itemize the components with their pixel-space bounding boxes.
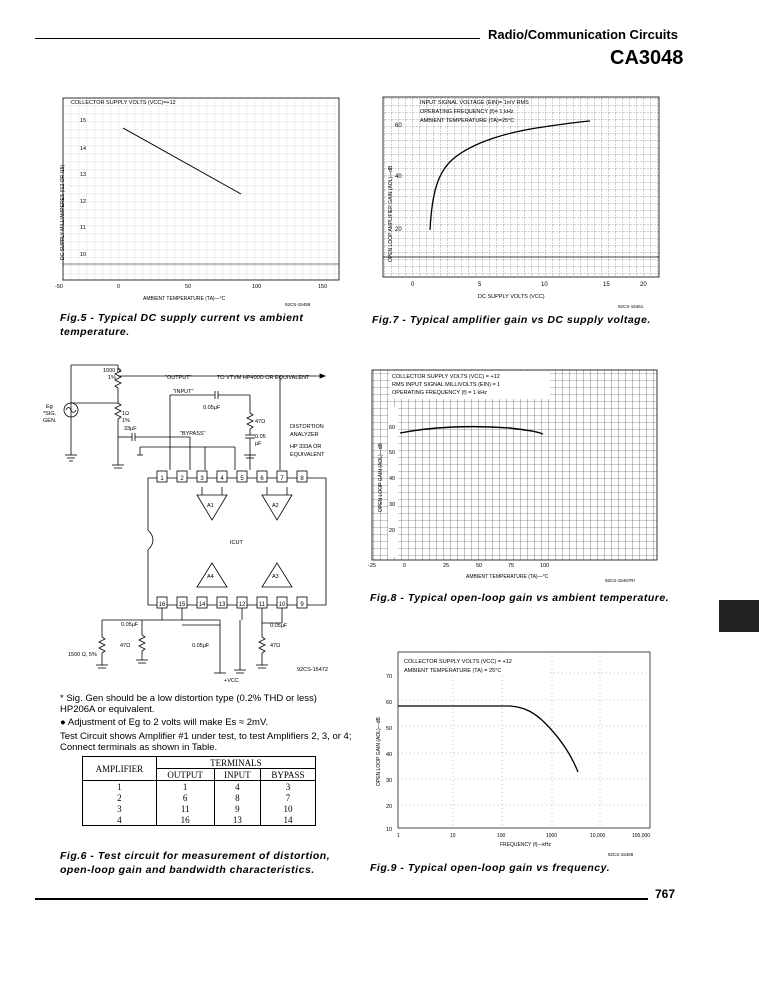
table-cell: 3 <box>260 781 315 793</box>
fig6-label: 0.05 <box>255 434 266 440</box>
terminals-table <box>82 756 316 826</box>
fig6-label: 47Ω <box>270 643 281 649</box>
fig8-annot: COLLECTOR SUPPLY VOLTS (VCC) = +12 <box>392 374 500 380</box>
fig5-ytick: 12 <box>80 199 87 205</box>
fig5-ytick: 15 <box>80 118 87 124</box>
fig7-xtick: 20 <box>640 282 647 288</box>
fig9-xticks <box>397 833 650 839</box>
fig6-circuit <box>40 355 375 685</box>
thumb-tab <box>719 600 759 632</box>
fig6-top-pin: 2 <box>180 476 184 482</box>
fig5-xtick: 150 <box>318 284 328 290</box>
fig8-xlabel: AMBIENT TEMPERATURE (TA)—°C <box>466 574 549 580</box>
fig9-xtick: 100 <box>497 833 506 839</box>
fig8-ylabel: OPEN LOOP GAIN (AOL)—dB <box>378 443 384 512</box>
fig6-label: 0.05μF <box>203 405 221 411</box>
fig7-ytick: 20 <box>395 227 402 233</box>
note-test-circuit: Test Circuit shows Amplifier #1 under test, to test Amplifiers 2, 3, or 4; Connect terminals as shown in Table. <box>60 731 352 753</box>
fig6-top-pin: 1 <box>160 476 164 482</box>
fig5-ref: 92CS-15458 <box>285 302 311 307</box>
fig6-bottom-pin: 13 <box>218 602 226 608</box>
fig6-top-pin: 5 <box>240 476 244 482</box>
fig8-chart <box>360 367 665 592</box>
footer-rule-thick <box>35 899 648 900</box>
fig7-xtick: 5 <box>478 282 482 288</box>
fig6-label: HP 333A OR <box>290 444 322 450</box>
fig8-ytick: 40 <box>389 476 396 482</box>
table-cell: 4 <box>83 814 157 826</box>
fig8-caption: Fig.8 - Typical open-loop gain vs ambient temperature. <box>370 592 670 604</box>
fig9-annot: AMBIENT TEMPERATURE (TA) = 25°C <box>404 668 502 674</box>
header-part-number: CA3048 <box>610 47 684 69</box>
fig8-xtick: 75 <box>508 563 515 569</box>
table-cell: 4 <box>214 781 260 793</box>
fig7-annot: INPUT SIGNAL VOLTAGE (EIN)= 1mV RMS <box>420 100 529 106</box>
fig6-bottom-pin: 12 <box>238 602 246 608</box>
fig9-ytick: 30 <box>386 778 393 784</box>
fig7-xtick: 10 <box>541 282 548 288</box>
fig9-chart <box>360 648 660 863</box>
table-cell: 1 <box>83 781 157 793</box>
fig6-top-pin: 7 <box>280 476 284 482</box>
fig6-top-pin: 4 <box>220 476 224 482</box>
fig6-bottom-pin: 10 <box>278 602 286 608</box>
fig5-xtick: 100 <box>252 284 262 290</box>
fig6-label: TO VTVM HP400D OR EQUIVALENT <box>217 375 310 381</box>
fig7-plot-area <box>383 97 659 277</box>
fig7-annot: AMBIENT TEMPERATURE (TA)=25°C <box>420 118 515 124</box>
fig6-label: 1000 Ω <box>103 368 121 374</box>
fig6-label: EQUIVALENT <box>290 452 325 458</box>
fig7-chart <box>378 92 668 317</box>
fig6-ref: 92CS-15472 <box>297 667 328 673</box>
fig6-label: 1Ω <box>122 411 130 417</box>
fig6-label: 1500 Ω, 5% <box>68 652 97 658</box>
fig6-label: A3 <box>272 574 279 580</box>
fig6-bottom-pin: 15 <box>178 602 186 608</box>
fig9-xtick: 1 <box>397 833 400 839</box>
fig6-label: A2 <box>272 503 279 509</box>
fig8-xtick: 100 <box>540 563 550 569</box>
table-cell: 16 <box>156 814 214 826</box>
fig6-label: Eg <box>46 404 53 410</box>
table-cell: 10 <box>260 803 315 814</box>
header-category: Radio/Communication Circuits <box>488 27 678 42</box>
fig6-label: 0.05μF <box>121 622 139 628</box>
fig9-caption: Fig.9 - Typical open-loop gain vs frequency. <box>370 862 611 874</box>
table-cell: 13 <box>214 814 260 826</box>
fig6-bottom-pin: 11 <box>258 602 266 608</box>
fig7-xlabel: DC SUPPLY VOLTS (VCC) <box>478 294 545 300</box>
table-row <box>83 792 316 803</box>
fig9-ytick: 40 <box>386 752 393 758</box>
fig6-label: DISTORTION <box>290 424 324 430</box>
fig9-ytick: 20 <box>386 804 393 810</box>
fig9-ylabel: OPEN LOOP GAIN (AOL)—dB <box>376 717 382 786</box>
fig6-bottom-pin: 14 <box>198 602 206 608</box>
fig9-annot: COLLECTOR SUPPLY VOLTS (VCC) = +12 <box>404 659 512 665</box>
fig6-label: 1% <box>122 418 130 424</box>
fig6-top-pin: 8 <box>300 476 304 482</box>
fig6-label: A1 <box>207 503 214 509</box>
fig8-ytick: 30 <box>389 502 396 508</box>
table-cell: 2 <box>83 792 157 803</box>
fig6-bottom-pin: 9 <box>300 602 304 608</box>
fig9-ytick: 70 <box>386 674 393 680</box>
fig9-ref: 92CS-15468 <box>608 852 634 857</box>
fig7-xtick: 0 <box>411 282 415 288</box>
table-header-output: OUTPUT <box>156 769 214 781</box>
table-cell: 9 <box>214 803 260 814</box>
fig9-xtick: 10,000 <box>590 833 606 839</box>
fig6-label: 47Ω <box>120 643 131 649</box>
fig8-ytick: 60 <box>389 425 396 431</box>
fig6-bottom-pin: 16 <box>158 602 166 608</box>
fig7-annot: OPERATING FREQUENCY (f)= 1 kHz <box>420 109 514 115</box>
fig5-xtick: 0 <box>117 284 121 290</box>
fig6-label: ICUT <box>230 540 243 546</box>
table-cell: 7 <box>260 792 315 803</box>
fig7-xticks <box>411 282 647 288</box>
fig8-xtick: 50 <box>476 563 483 569</box>
fig5-ytick: 13 <box>80 172 87 178</box>
table-header-amplifier: AMPLIFIER <box>83 757 157 781</box>
fig7-ytick: 60 <box>395 123 402 129</box>
fig6-top-pin: 6 <box>260 476 264 482</box>
table-header-input: INPUT <box>214 769 260 781</box>
table-row <box>83 814 316 826</box>
fig8-xtick: -25 <box>368 563 376 569</box>
table-cell: 14 <box>260 814 315 826</box>
fig5-xtick: 50 <box>185 284 192 290</box>
fig6-label: μF <box>255 441 262 447</box>
fig5-xtick: -50 <box>55 284 63 290</box>
note-sig-gen: * Sig. Gen should be a low distortion type (0.2% THD or less) HP206A or equivalent. <box>60 693 317 715</box>
fig6-label: 1% <box>108 375 116 381</box>
table-row <box>83 781 316 793</box>
fig5-ytick: 14 <box>80 146 87 152</box>
table-cell: 8 <box>214 792 260 803</box>
fig6-label: +VCC <box>224 678 239 684</box>
fig6-label: "BYPASS" <box>180 431 206 437</box>
fig9-xtick: 1000 <box>546 833 558 839</box>
table-cell: 6 <box>156 792 214 803</box>
page-number: 767 <box>655 887 676 901</box>
fig9-xlabel: FREQUENCY (f)—kHz <box>500 842 552 848</box>
fig7-ylabel: OPEN LOOP AMPLIFIER GAIN (AOL)—dB <box>388 165 394 262</box>
fig6-top-pin: 3 <box>200 476 204 482</box>
fig9-plot-area <box>398 652 650 828</box>
fig6-label: 0.05μF <box>192 643 210 649</box>
fig5-chart <box>55 90 355 315</box>
fig9-xtick: 10 <box>450 833 456 839</box>
fig9-xtick: 100,000 <box>632 833 651 839</box>
fig5-plot-area <box>63 98 339 280</box>
fig8-ytick: 20 <box>389 528 396 534</box>
fig8-xtick: 0 <box>403 563 407 569</box>
table-row <box>83 803 316 814</box>
fig6-label: 0.05μF <box>270 623 288 629</box>
fig9-ytick: 10 <box>386 827 393 833</box>
fig6-label: "OUTPUT" <box>165 375 192 381</box>
fig9-ytick: 60 <box>386 700 393 706</box>
fig7-ref: 92CS-15461 <box>618 304 644 309</box>
fig6-label: ANALYZER <box>290 432 319 438</box>
fig9-series-line <box>398 706 578 772</box>
table-cell: 3 <box>83 803 157 814</box>
header-rule <box>35 38 480 39</box>
fig5-top-label: COLLECTOR SUPPLY VOLTS (VCC)=+12 <box>71 100 176 106</box>
fig6-label: 33μF <box>124 426 137 432</box>
table-cell: 1 <box>156 781 214 793</box>
fig7-xtick: 15 <box>603 282 610 288</box>
note-adjustment: ● Adjustment of Eg to 2 volts will make Es ≈ 2mV. <box>60 717 269 728</box>
fig8-annot: OPERATING FREQUENCY (f) = 1 kHz <box>392 390 487 396</box>
fig7-ytick: 40 <box>395 174 402 180</box>
table-header-terminals: TERMINALS <box>156 757 315 769</box>
table-header-bypass: BYPASS <box>260 769 315 781</box>
fig6-label: "INPUT" <box>173 389 194 395</box>
fig8-xtick: 25 <box>443 563 450 569</box>
fig6-label: *SIG. <box>43 411 57 417</box>
fig5-xlabel: AMBIENT TEMPERATURE (TA)—°C <box>143 296 226 302</box>
fig8-xticks <box>368 563 549 569</box>
fig6-label: A4 <box>207 574 214 580</box>
fig6-label: 47Ω <box>255 419 266 425</box>
fig9-ytick: 50 <box>386 726 393 732</box>
table-cell: 11 <box>156 803 214 814</box>
fig8-ref: 92CS-15467RI <box>605 578 635 583</box>
fig5-xticks <box>55 284 327 290</box>
fig5-ylabel: DC SUPPLY MILLIAMPERES (I12 OR I15) <box>60 164 66 260</box>
fig7-caption: Fig.7 - Typical amplifier gain vs DC supply voltage. <box>372 314 651 326</box>
fig8-annot: RMS INPUT SIGNAL MILLIVOLTS (EIN) = 1 <box>392 382 501 388</box>
fig5-caption: Fig.5 - Typical DC supply current vs ambient temperature. <box>60 312 304 338</box>
fig9-yticks <box>386 674 392 833</box>
fig5-ytick: 10 <box>80 252 87 258</box>
fig5-ytick: 11 <box>80 225 86 231</box>
fig6-caption: Fig.6 - Test circuit for measurement of distortion, open-loop gain and bandwidth characteristics. <box>60 850 331 876</box>
fig6-label: GEN. <box>43 418 57 424</box>
fig8-ytick: 50 <box>389 450 396 456</box>
